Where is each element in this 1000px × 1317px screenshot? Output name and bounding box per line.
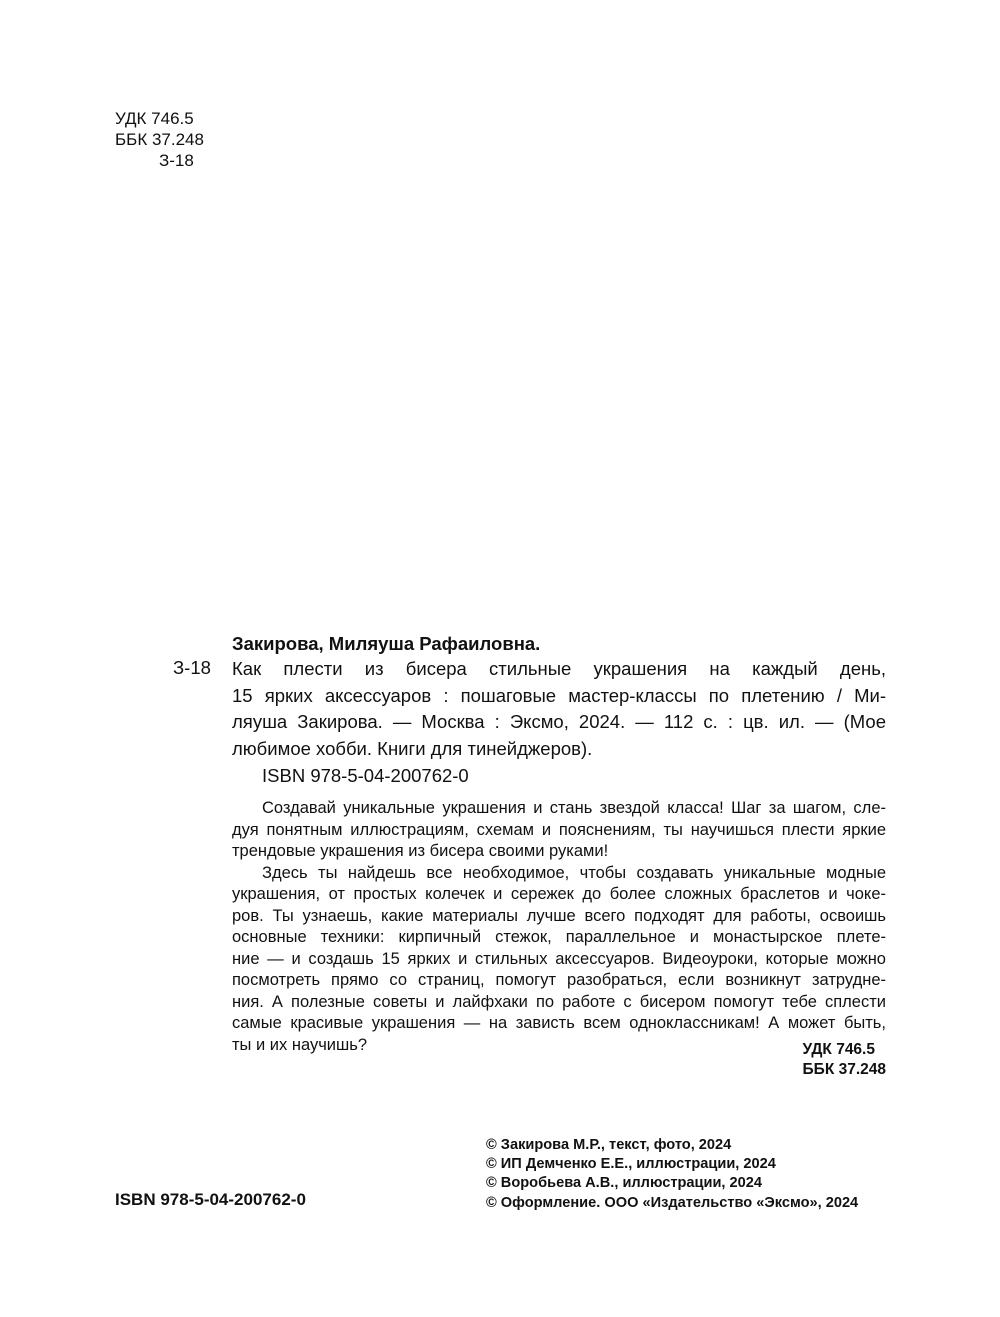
record-isbn: ISBN 978-5-04-200762-0 (262, 765, 469, 786)
description-line: любимое хобби. Книги для тинейджеров). (232, 737, 593, 759)
annotation-line: посмотреть прямо со страниц, помогут разобраться, если возникнут затрудне- (232, 971, 886, 989)
annotation (232, 798, 886, 1056)
bbk-code: ББК 37.248 (802, 1061, 886, 1078)
description-line: Как плести из бисера стильные украшения на каждый день, (232, 658, 886, 679)
record-author-sign: З-18 (173, 657, 211, 678)
annotation-line: ров. Ты узнаешь, какие материалы лучше всего подходят для работы, освоишь (232, 906, 886, 925)
annotation-line: трендовые украшения из бисера своими руками! (232, 842, 609, 860)
copyright-line: © Воробьева А.В., иллюстрации, 2024 (486, 1175, 763, 1192)
top-classification-codes (115, 108, 204, 171)
annotation-line: Создавай уникальные украшения и стань звездой класса! Шаг за шагом, сле- (262, 799, 886, 817)
bottom-classification-codes (803, 1040, 886, 1080)
copyright-line: © Оформление. ООО «Издательство «Эксмо», 2024 (486, 1194, 859, 1211)
author-heading: Закирова, Миляуша Рафаиловна. (232, 633, 541, 654)
udk-code: УДК 746.5 (802, 1041, 875, 1058)
annotation-line: самые красивые украшения — на зависть всем одноклассникам! А может быть, (232, 1014, 886, 1032)
copyright-notices (486, 1136, 858, 1213)
copyright-line: © Закирова М.Р., текст, фото, 2024 (486, 1137, 732, 1153)
annotation-line: основные техники: кирпичный стежок, параллельное и монастырское плете- (232, 928, 886, 946)
annotation-line: ние — и создашь 15 ярких и стильных аксессуаров. Видеоуроки, которые можно (232, 949, 886, 968)
bbk-code: ББК 37.248 (115, 130, 204, 149)
author-sign: З-18 (159, 151, 194, 170)
bibliographic-description (232, 656, 886, 762)
annotation-line: украшения, от простых колечек и сережек до более сложных браслетов и чоке- (232, 885, 886, 903)
description-line: 15 ярких аксессуаров : пошаговые мастер-классы по плетению / Ми- (232, 684, 886, 706)
annotation-line: ты и их научишь? (232, 1035, 368, 1054)
copyright-line: © ИП Демченко Е.Е., иллюстрации, 2024 (486, 1156, 776, 1173)
udk-code: УДК 746.5 (115, 109, 194, 128)
annotation-line: Здесь ты найдешь все необходимое, чтобы создавать уникальные модные (262, 863, 886, 882)
annotation-line: дуя понятным иллюстрациям, схемам и пояснениям, ты научишься плести яркие (232, 820, 886, 839)
description-line: ляуша Закирова. — Москва : Эксмо, 2024. — 112 с. : цв. ил. — (Мое (232, 711, 886, 732)
isbn-bottom: ISBN 978-5-04-200762-0 (115, 1190, 306, 1209)
annotation-line: ния. А полезные советы и лайфхаки по работе с бисером помогут тебе сплести (232, 992, 886, 1011)
